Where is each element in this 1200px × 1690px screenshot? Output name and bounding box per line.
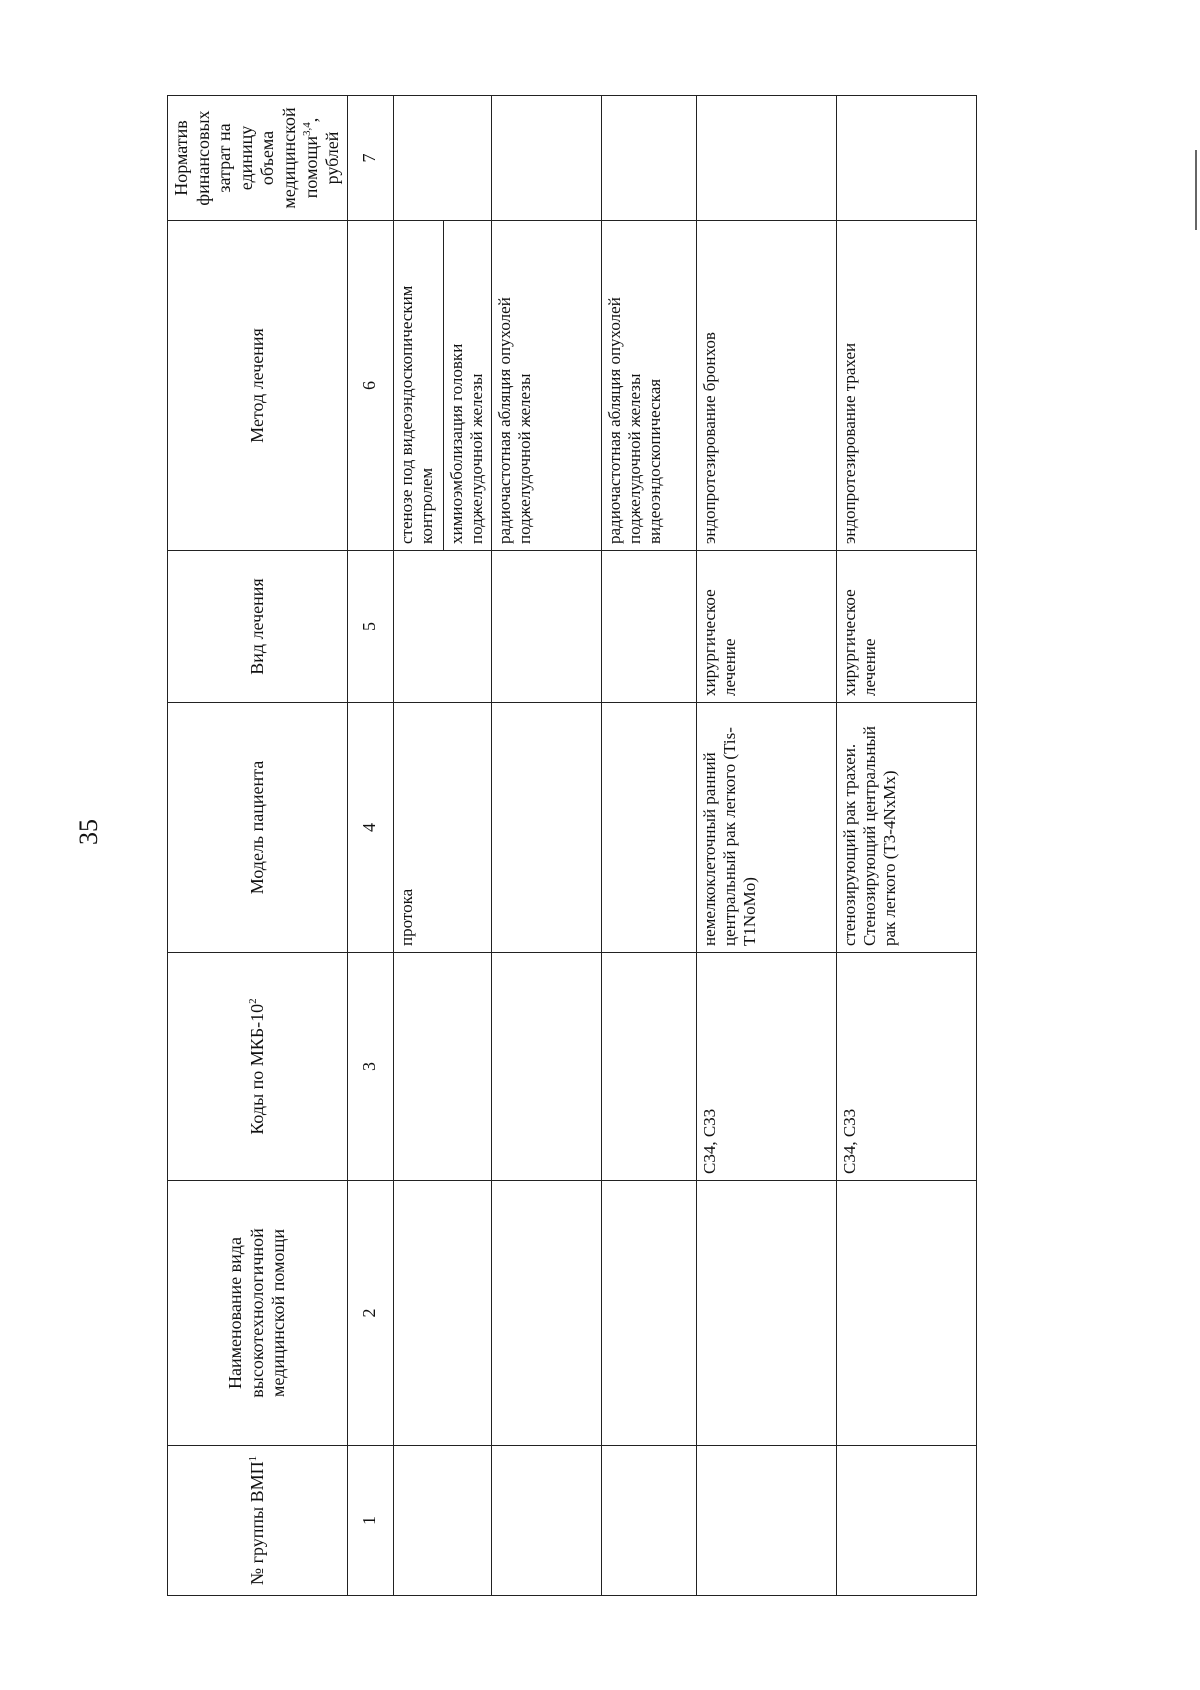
cell-cost	[393, 96, 491, 221]
cell-name	[393, 1181, 491, 1446]
column-number: 6	[347, 221, 393, 551]
cell-name	[836, 1181, 976, 1446]
cell-method: радиочастотная абляция опухолей поджелудочной железы	[491, 221, 601, 551]
cell-model	[601, 703, 696, 953]
cell-type: хирургическое лечение	[696, 551, 836, 703]
cell-cost	[696, 96, 836, 221]
cell-model	[491, 703, 601, 953]
scan-edge-line	[1195, 150, 1197, 230]
column-number: 1	[347, 1446, 393, 1596]
cell-name	[601, 1181, 696, 1446]
cell-codes	[393, 953, 491, 1181]
rotated-table-container	[167, 96, 1067, 1596]
cell-cost	[836, 96, 976, 221]
table-row	[836, 96, 976, 1596]
table-row	[491, 96, 601, 1596]
column-number-row	[347, 96, 393, 1596]
header-group-number: № группы ВМП$^1$	[168, 1446, 348, 1596]
cell-group	[491, 1446, 601, 1596]
cell-group	[836, 1446, 976, 1596]
header-icd-codes: Коды по МКБ-$10^2$	[168, 953, 348, 1181]
cell-cost	[601, 96, 696, 221]
table-row	[696, 96, 836, 1596]
cell-codes	[601, 953, 696, 1181]
vmp-table	[167, 95, 977, 1596]
cell-method: радиочастотная абляция опухолей поджелудочной железы видеоэндоскопическая	[601, 221, 696, 551]
header-patient-model: Модель пациента	[168, 703, 348, 953]
header-care-name: Наименование вида высокотехнологичной медицинской помощи	[168, 1181, 348, 1446]
cell-codes: C34, C33	[836, 953, 976, 1181]
cell-type	[601, 551, 696, 703]
column-number: 5	[347, 551, 393, 703]
cell-model: протока	[393, 703, 491, 953]
header-row	[168, 96, 348, 1596]
cell-group	[601, 1446, 696, 1596]
cell-model: стенозирующий рак трахеи. Стенозирующий центральный рак легкого (T3-4NxMx)	[836, 703, 976, 953]
cell-group	[696, 1446, 836, 1596]
header-treatment-method: Метод лечения	[168, 221, 348, 551]
cell-method: эндопротезирование трахеи	[836, 221, 976, 551]
header-cost-norm: Норматив финансовых затрат на единицу объема медицинской помощи$^{3,4}$, рублей	[168, 96, 348, 221]
cell-cost	[491, 96, 601, 221]
cell-type	[491, 551, 601, 703]
cell-type	[393, 551, 491, 703]
cell-name	[491, 1181, 601, 1446]
cell-method: стенозе под видеоэндоскопическим контролем	[393, 221, 443, 551]
cell-method: эндопротезирование бронхов	[696, 221, 836, 551]
column-number: 4	[347, 703, 393, 953]
header-treatment-type: Вид лечения	[168, 551, 348, 703]
table-row	[601, 96, 696, 1596]
cell-group	[393, 1446, 491, 1596]
column-number: 2	[347, 1181, 393, 1446]
cell-codes	[491, 953, 601, 1181]
cell-method: химиоэмболизация головки поджелудочной железы	[443, 221, 491, 551]
cell-name	[696, 1181, 836, 1446]
page-number: 35	[74, 819, 103, 845]
cell-codes: C34, C33	[696, 953, 836, 1181]
column-number: 3	[347, 953, 393, 1181]
column-number: 7	[347, 96, 393, 221]
cell-model: немелкоклеточный ранний центральный рак легкого (Tis-T1NoMo)	[696, 703, 836, 953]
table-row	[393, 96, 443, 1596]
cell-type: хирургическое лечение	[836, 551, 976, 703]
